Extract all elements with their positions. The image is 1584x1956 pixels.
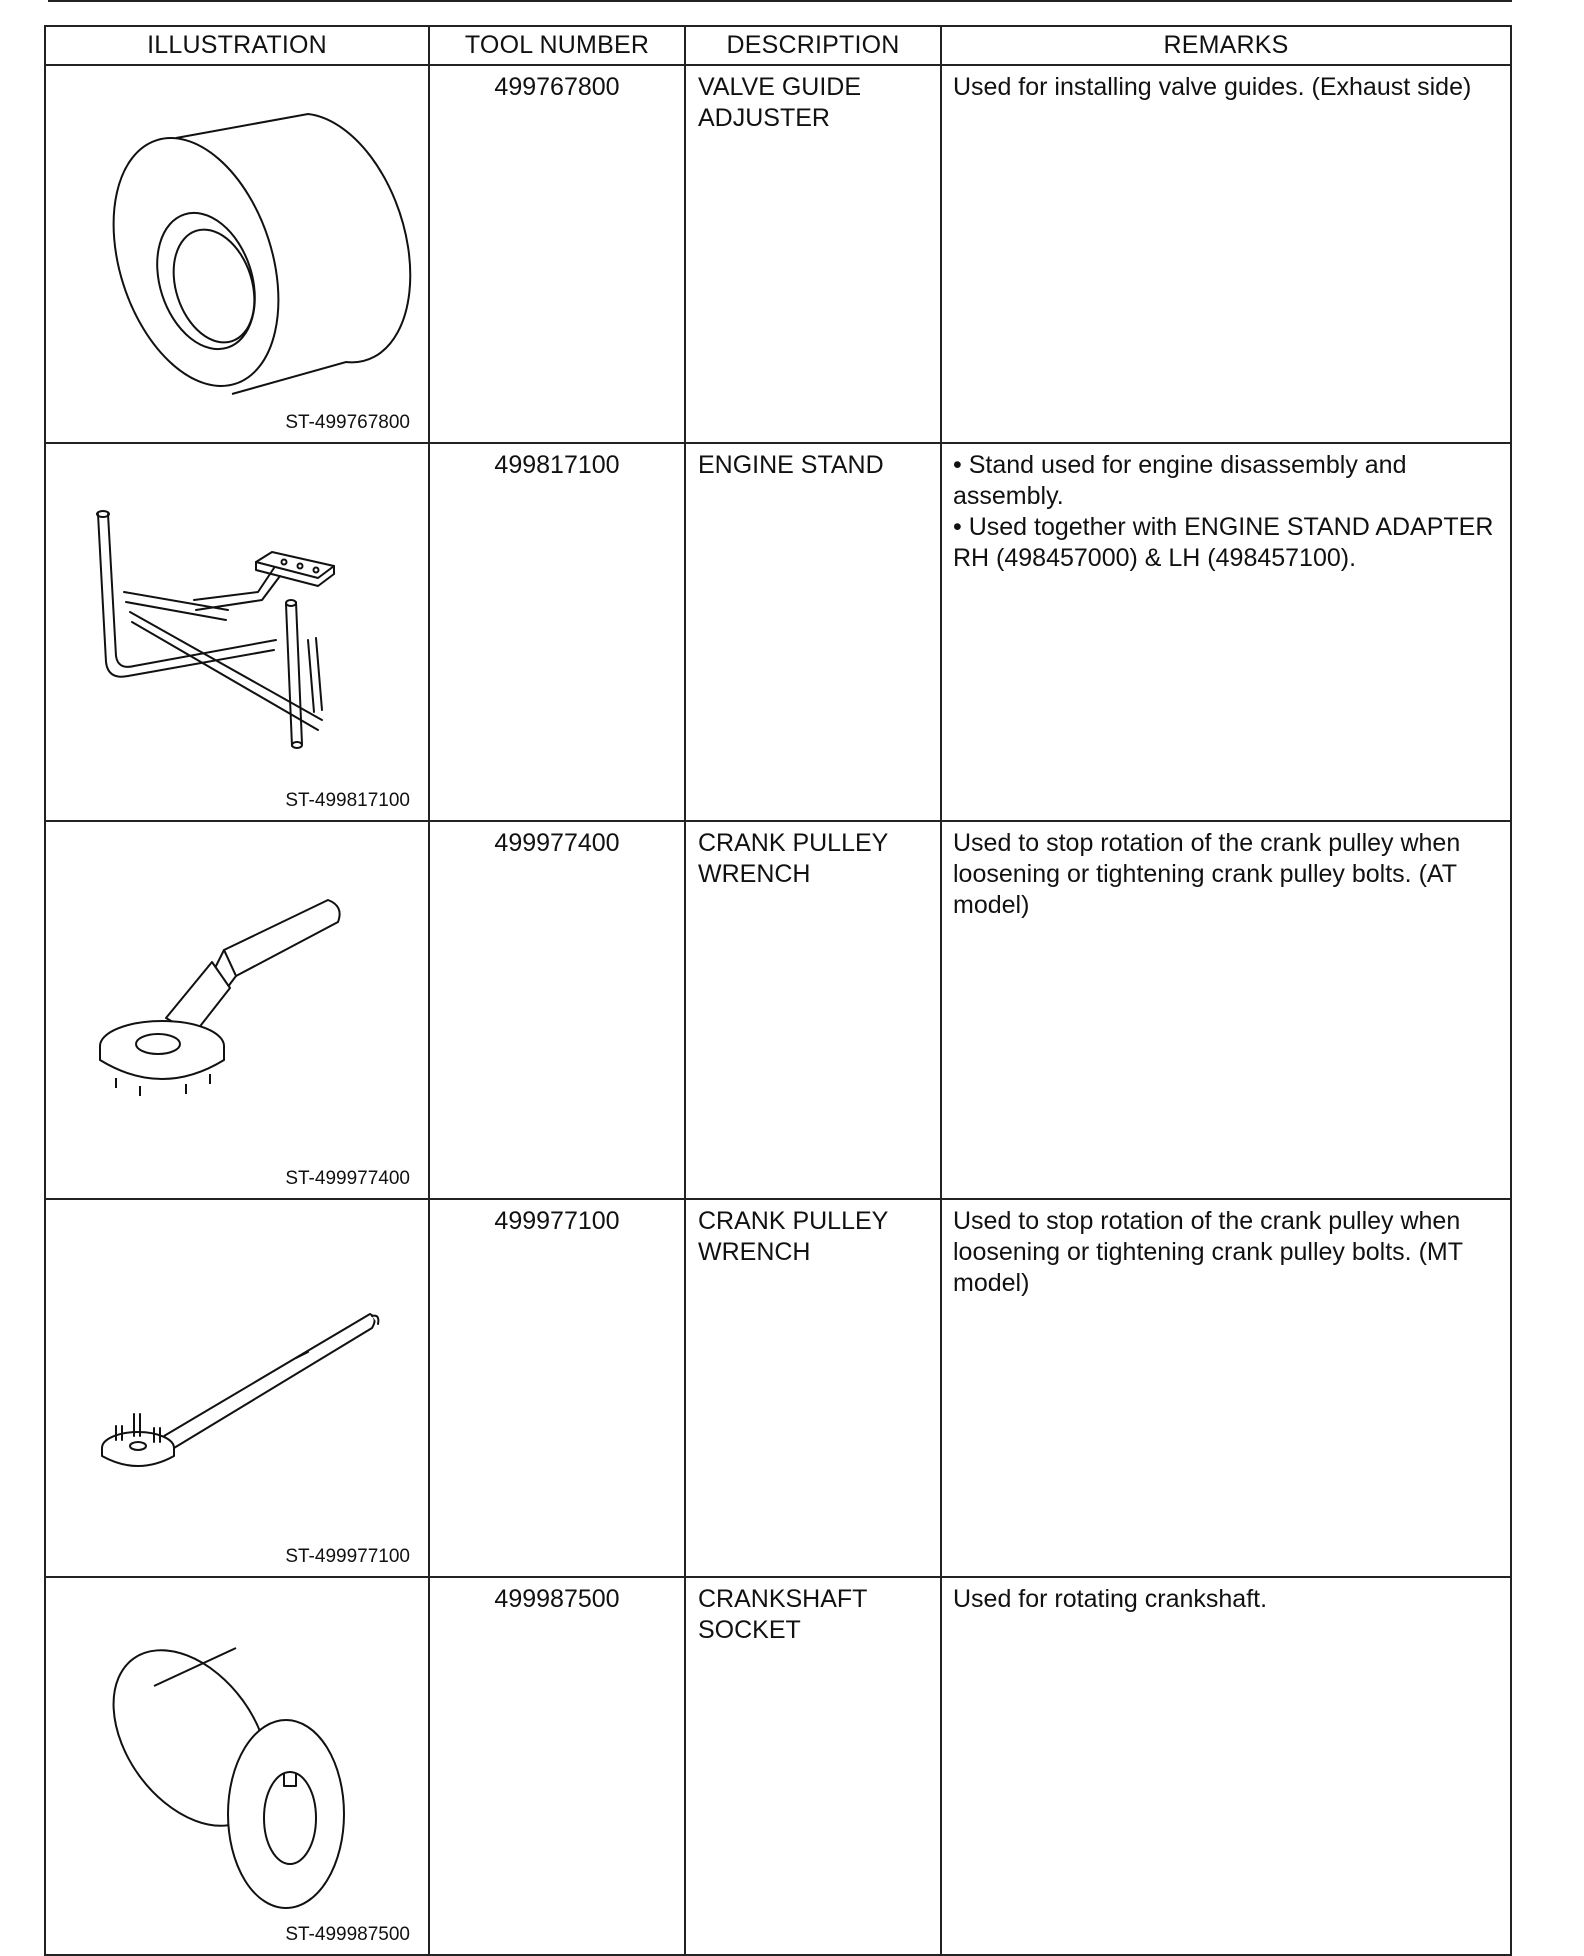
remarks-cell	[941, 443, 1511, 821]
special-tools-table	[44, 25, 1512, 1956]
illustration-label: ST-499817100	[285, 790, 410, 811]
description-cell: CRANKSHAFT SOCKET	[685, 1577, 941, 1955]
crank-pulley-wrench-mt-drawing-icon	[46, 1200, 426, 1570]
description-cell: ENGINE STAND	[685, 443, 941, 821]
illustration-label: ST-499977100	[285, 1546, 410, 1567]
illustration-cell	[45, 821, 429, 1199]
remark-text: Used for rotating crankshaft.	[953, 1585, 1268, 1613]
table-row	[45, 443, 1511, 821]
remark-text: • Used together with ENGINE STAND ADAPTER RH (498457000) & LH (498457100).	[953, 513, 1494, 572]
crankshaft-socket-drawing-icon	[46, 1578, 426, 1948]
illustration-cell	[45, 443, 429, 821]
table-row	[45, 1577, 1511, 1955]
description-cell: CRANK PULLEY WRENCH	[685, 821, 941, 1199]
remarks-cell	[941, 821, 1511, 1199]
tool-number-cell: 499987500	[429, 1577, 685, 1955]
description-cell: CRANK PULLEY WRENCH	[685, 1199, 941, 1577]
description-cell: VALVE GUIDE ADJUSTER	[685, 65, 941, 443]
remark-text: Used to stop rotation of the crank pulley when loosening or tightening crank pulley bolts. (MT model)	[953, 1207, 1463, 1297]
illustration-cell	[45, 1199, 429, 1577]
remarks-cell	[941, 65, 1511, 443]
table-header-row	[45, 26, 1511, 65]
illustration-label: ST-499767800	[285, 412, 410, 433]
header-illustration: ILLUSTRATION	[45, 26, 429, 65]
table-row	[45, 65, 1511, 443]
remarks-cell	[941, 1199, 1511, 1577]
engine-stand-drawing-icon	[46, 444, 426, 814]
remarks-cell	[941, 1577, 1511, 1955]
tool-number-cell: 499767800	[429, 65, 685, 443]
illustration-cell	[45, 65, 429, 443]
valve-guide-adjuster-drawing-icon	[46, 66, 426, 436]
remark-text: Used for installing valve guides. (Exhaust side)	[953, 73, 1472, 101]
tool-number-cell: 499817100	[429, 443, 685, 821]
table-row	[45, 821, 1511, 1199]
tool-number-cell: 499977100	[429, 1199, 685, 1577]
illustration-cell	[45, 1577, 429, 1955]
remark-text: • Stand used for engine disassembly and assembly.	[953, 451, 1407, 510]
crank-pulley-wrench-at-drawing-icon	[46, 822, 426, 1192]
illustration-label: ST-499977400	[285, 1168, 410, 1189]
header-tool-number: TOOL NUMBER	[429, 26, 685, 65]
remark-text: Used to stop rotation of the crank pulley when loosening or tightening crank pulley bolts. (AT model)	[953, 829, 1461, 919]
header-description: DESCRIPTION	[685, 26, 941, 65]
tool-number-cell: 499977400	[429, 821, 685, 1199]
header-remarks: REMARKS	[941, 26, 1511, 65]
table-row	[45, 1199, 1511, 1577]
top-rule	[48, 0, 1512, 2]
illustration-label: ST-499987500	[285, 1924, 410, 1945]
